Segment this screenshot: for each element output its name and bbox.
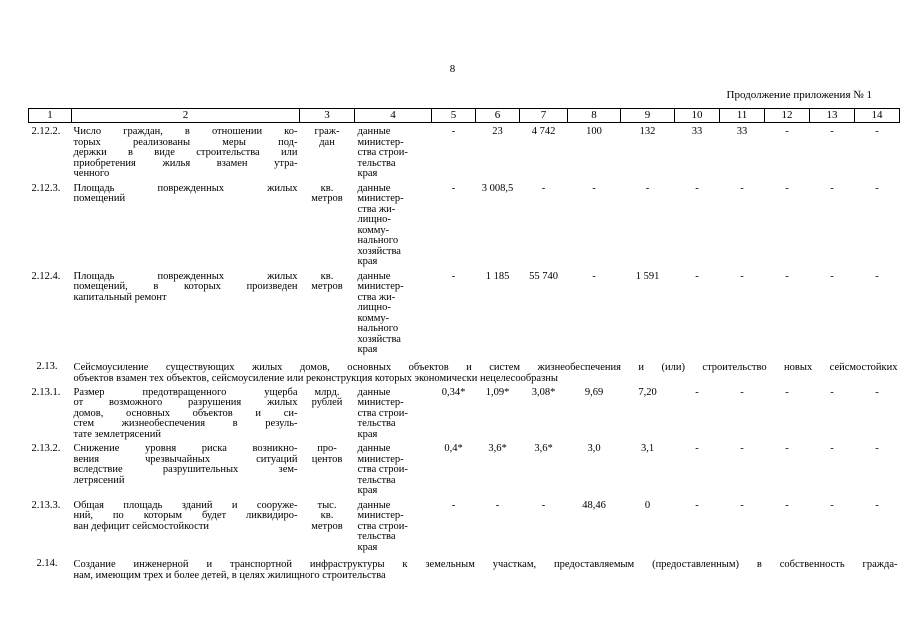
value-cell: 100	[586, 126, 602, 137]
data-source-line: данные	[357, 182, 391, 194]
indicator-name-line: ний, по которым будет ликвидиро-	[73, 510, 298, 521]
section-title-line: Сейсмоусиление существующих жилых домов, основных объектов и систем жизнеобеспечения и (или) строительство новых сейсмостойких	[73, 361, 898, 373]
unit-line: кв.	[320, 182, 334, 194]
value-cell: -	[830, 443, 834, 454]
indicator-name	[72, 123, 300, 184]
indicator-name-line: держки в виде строительства или	[73, 147, 298, 158]
value-cell: -	[785, 270, 789, 282]
data-source-line: комму-	[357, 312, 390, 324]
indicator-name-line: приобретения жилья взамен утра-	[73, 157, 298, 169]
value-cell: 3,6*	[488, 443, 507, 454]
row-number: 2.13.3.	[31, 499, 61, 511]
header-cell: 11	[720, 109, 765, 123]
unit-line: метров	[311, 281, 343, 292]
value-cell: -	[785, 182, 789, 194]
value-cell: -	[830, 270, 834, 282]
value-cell: -	[785, 386, 789, 398]
data-source-line: данные	[357, 499, 391, 511]
value-cell: -	[695, 499, 699, 511]
value-cell: 3,6*	[534, 443, 553, 454]
value-cell: 1,09*	[485, 386, 510, 398]
table-row	[29, 123, 900, 184]
section-title-line: Создание инженерной и транспортной инфраструктуры к земельным участкам, предоставляемым (предоставленным) в собственность гражда-	[73, 559, 898, 570]
indicator-name-line: Размер предотвращенного ущерба	[73, 386, 298, 398]
value-cell: 3,08*	[531, 386, 556, 398]
section-title	[72, 360, 900, 388]
table-row	[29, 272, 900, 360]
data-source-line: министер-	[357, 510, 404, 521]
value-cell: -	[785, 499, 789, 511]
header-cell: 6	[476, 109, 520, 123]
data-source-line: ства строи-	[357, 147, 408, 158]
section-title-line: объектов взамен тех объектов, сейсмоусиление или реконструкция которых экономически нецелесообразны	[73, 372, 558, 384]
indicators-table	[28, 108, 900, 585]
data-source-line: края	[357, 256, 378, 267]
data-source-line: края	[357, 344, 378, 355]
data-source-line: данные	[357, 386, 391, 398]
value-cell: -	[740, 270, 744, 282]
section-row	[29, 360, 900, 388]
data-source-line: ства жи-	[357, 203, 396, 215]
indicator-name-line: помещений	[73, 193, 126, 204]
unit-line: млрд.	[314, 386, 340, 398]
indicator-name-line: летрясений	[73, 474, 125, 486]
data-source-line: края	[357, 541, 378, 553]
indicator-name-line: помещений, в которых произведен	[73, 281, 298, 292]
data-source-line: министер-	[357, 281, 404, 292]
header-cell: 13	[810, 109, 855, 123]
unit	[300, 272, 355, 360]
value-cell: -	[830, 182, 834, 194]
row-number: 2.12.3.	[31, 182, 61, 194]
page-number: 8	[449, 63, 456, 75]
section-row	[29, 557, 900, 585]
data-source-line: нального	[357, 323, 399, 334]
value-cell: -	[740, 386, 744, 398]
indicator-name	[72, 272, 300, 360]
unit-line: дан	[319, 136, 335, 148]
data-source-line: министер-	[357, 136, 404, 148]
section-title	[72, 557, 900, 585]
indicator-name	[72, 501, 300, 558]
data-source-line: министер-	[357, 397, 404, 408]
row-number: 2.12.2.	[31, 126, 61, 137]
value-cell: -	[830, 126, 834, 137]
data-source-line: нального	[357, 235, 399, 246]
indicator-name-line: Общая площадь зданий и сооруже-	[73, 499, 298, 511]
data-source-line: данные	[357, 443, 391, 454]
value-cell: -	[695, 443, 699, 454]
header-cell: 14	[855, 109, 900, 123]
table-row	[29, 501, 900, 558]
value-cell: -	[875, 270, 879, 282]
indicator-name-line: от возможного разрушения жилых	[73, 397, 298, 408]
data-source-line: ства строи-	[357, 520, 408, 532]
value-cell: -	[695, 386, 699, 398]
header-cell: 2	[72, 109, 300, 123]
value-cell: -	[451, 182, 456, 194]
row-number: 2.13.2.	[31, 443, 61, 454]
data-source-line: ства строи-	[357, 464, 408, 475]
indicator-name	[72, 184, 300, 272]
data-source-line: хозяйства	[357, 333, 401, 345]
unit-line: метров	[311, 520, 343, 532]
data-source	[355, 444, 432, 501]
value-cell: -	[875, 443, 879, 454]
indicator-name-line: капитальный ремонт	[73, 291, 167, 303]
data-source-line: тельства	[357, 418, 396, 429]
unit	[300, 501, 355, 558]
section-number: 2.14.	[36, 558, 58, 569]
data-source	[355, 184, 432, 272]
unit-line: кв.	[320, 510, 334, 521]
data-source-line: лищно-	[357, 302, 391, 313]
unit	[300, 123, 355, 184]
data-source-line: края	[357, 168, 378, 179]
data-source-line: данные	[357, 270, 391, 282]
value-cell: -	[785, 443, 789, 454]
header-cell: 1	[29, 109, 72, 123]
value-cell: 3,1	[640, 443, 655, 454]
data-source-line: ства строи-	[357, 407, 408, 419]
value-cell: 0	[644, 499, 651, 511]
header-cell: 5	[432, 109, 476, 123]
unit-line: метров	[311, 193, 343, 204]
unit	[300, 184, 355, 272]
unit	[300, 444, 355, 501]
section-number: 2.13.	[36, 360, 58, 372]
value-cell: 1 185	[485, 270, 510, 282]
value-cell: 132	[639, 126, 656, 137]
header-cell: 3	[300, 109, 355, 123]
value-cell: -	[592, 270, 596, 282]
value-cell: -	[875, 182, 879, 194]
unit-line: граж-	[314, 126, 340, 137]
value-cell: -	[695, 182, 699, 194]
value-cell: 33	[736, 126, 748, 137]
indicator-name-line: тате землетрясений	[73, 428, 161, 440]
header-cell: 4	[355, 109, 432, 123]
value-cell: 4 742	[531, 126, 556, 137]
data-source	[355, 123, 432, 184]
value-cell: -	[830, 386, 834, 398]
value-cell: -	[495, 499, 500, 511]
data-source-line: министер-	[357, 453, 404, 465]
header-cell: 8	[568, 109, 621, 123]
value-cell: -	[695, 270, 699, 282]
indicator-name-line: стем жизнеобеспечения в резуль-	[73, 418, 298, 429]
value-cell: -	[541, 182, 546, 194]
data-source-line: ства жи-	[357, 291, 396, 303]
data-source-line: тельства	[357, 474, 396, 486]
data-source-line: тельства	[357, 157, 396, 169]
table-header	[29, 109, 900, 123]
unit-line: рублей	[311, 397, 343, 408]
data-source-line: лищно-	[357, 214, 391, 225]
indicator-name-line: Снижение уровня риска возникно-	[73, 443, 298, 454]
value-cell: -	[592, 182, 596, 194]
value-cell: 55 740	[529, 270, 558, 282]
value-cell: -	[451, 270, 456, 282]
indicator-name-line: вения чрезвычайных ситуаций	[73, 453, 298, 465]
value-cell: 33	[691, 126, 703, 137]
value-cell: -	[785, 126, 789, 137]
value-cell: 9,69	[584, 386, 604, 398]
value-cell: -	[541, 499, 546, 511]
indicator-name	[72, 444, 300, 501]
value-cell: -	[740, 443, 744, 454]
value-cell: 7,20	[638, 386, 657, 398]
data-source-line: тельства	[357, 531, 396, 542]
data-source-line: министер-	[357, 193, 404, 204]
data-source-line: данные	[357, 126, 391, 137]
data-source-line: края	[357, 428, 378, 440]
value-cell: 0,34*	[441, 386, 466, 398]
indicator-name	[72, 388, 300, 445]
unit-line: про-	[317, 443, 337, 454]
continuation-note: Продолжение приложения № 1	[726, 89, 872, 101]
indicator-name-line: ван дефицит сейсмостойкости	[73, 520, 210, 532]
indicator-name-line: домов, основных объектов и си-	[73, 407, 298, 419]
value-cell: -	[875, 386, 879, 398]
row-number: 2.12.4.	[31, 270, 61, 282]
indicator-name-line: торых реализованы меры под-	[73, 136, 298, 148]
data-source	[355, 388, 432, 445]
unit	[300, 388, 355, 445]
value-cell: 23	[492, 126, 503, 137]
table-row	[29, 184, 900, 272]
indicator-name-line: ченного	[73, 168, 110, 179]
value-cell: -	[830, 499, 834, 511]
data-source	[355, 272, 432, 360]
table-row	[29, 388, 900, 445]
value-cell: -	[451, 126, 456, 137]
value-cell: 3,0	[587, 443, 601, 454]
indicator-name-line: Число граждан, в отношении ко-	[73, 126, 298, 137]
value-cell: -	[645, 182, 650, 194]
indicator-name-line: Площадь поврежденных жилых	[73, 270, 298, 282]
value-cell: 48,46	[582, 499, 606, 511]
indicator-name-line: Площадь поврежденных жилых	[73, 182, 298, 194]
section-title-line: нам, имеющим трех и более детей, в целях жилищного строительства	[73, 570, 386, 581]
header-cell: 12	[765, 109, 810, 123]
data-source-line: хозяйства	[357, 245, 401, 257]
data-source-line: края	[357, 485, 378, 496]
unit-line: тыс.	[317, 499, 337, 511]
header-cell: 9	[621, 109, 675, 123]
indicator-name-line: вследствие разрушительных зем-	[73, 464, 298, 475]
value-cell: -	[875, 126, 879, 137]
value-cell: -	[875, 499, 879, 511]
value-cell: -	[451, 499, 456, 511]
row-number: 2.13.1.	[31, 386, 61, 398]
data-source	[355, 501, 432, 558]
unit-line: центов	[311, 453, 343, 465]
value-cell: 0,4*	[444, 443, 463, 454]
value-cell: -	[740, 182, 744, 194]
value-cell: 3 008,5	[481, 182, 514, 194]
header-cell: 7	[520, 109, 568, 123]
data-source-line: комму-	[357, 224, 390, 236]
table-row	[29, 444, 900, 501]
value-cell: 1 591	[635, 270, 660, 282]
header-cell: 10	[675, 109, 720, 123]
unit-line: кв.	[320, 270, 334, 282]
value-cell: -	[740, 499, 744, 511]
